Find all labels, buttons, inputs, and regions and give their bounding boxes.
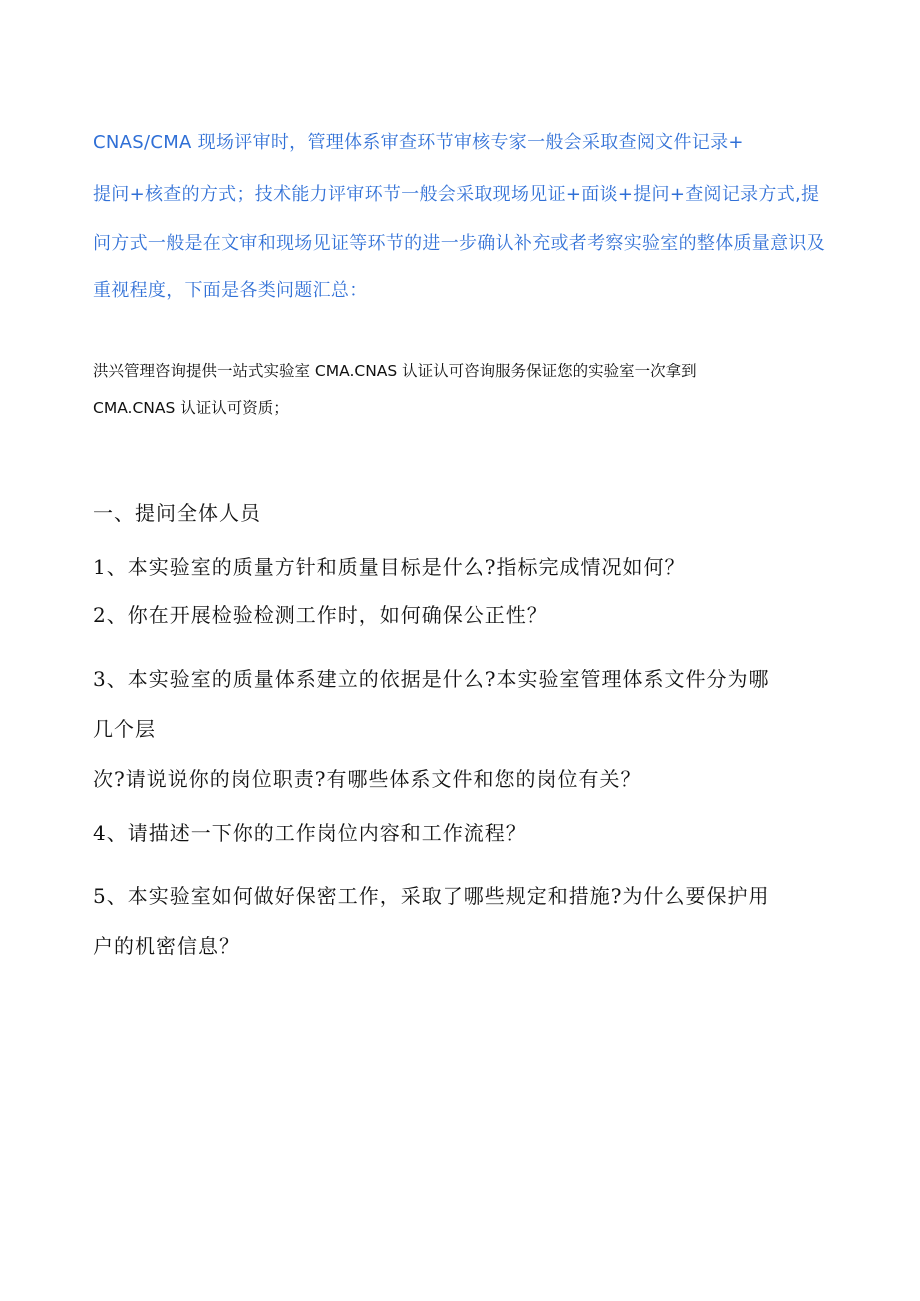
question-4: 4、请描述一下你的工作岗位内容和工作流程？ xyxy=(93,821,527,845)
question-3-line-2: 几个层 xyxy=(93,717,156,741)
service-note-line-2: CMA.CNAS 认证认可资质； xyxy=(93,399,289,417)
service-note-line-1: 洪兴管理咨询提供一站式实验室 CMA.CNAS 认证认可咨询服务保证您的实验室一次拿到 xyxy=(93,362,697,380)
intro-line-1: CNAS/CMA 现场评审时，管理体系审查环节审核专家一般会采取查阅文件记录+ xyxy=(93,132,744,153)
question-1: 1、本实验室的质量方针和质量目标是什么?指标完成情况如何？ xyxy=(93,555,686,579)
intro-line-3: 问方式一般是在文审和现场见证等环节的进一步确认补充或者考察实验室的整体质量意识及 xyxy=(93,233,825,254)
question-2: 2、你在开展检验检测工作时，如何确保公正性？ xyxy=(93,603,548,627)
intro-line-4: 重视程度，下面是各类问题汇总： xyxy=(93,280,368,301)
question-5-line-2: 户的机密信息？ xyxy=(93,934,240,958)
section-heading: 一、提问全体人员 xyxy=(93,501,261,525)
question-3-line-3: 次?请说说你的岗位职责?有哪些体系文件和您的岗位有关？ xyxy=(93,767,642,791)
question-3-line-1: 3、本实验室的质量体系建立的依据是什么?本实验室管理体系文件分为哪 xyxy=(93,667,770,691)
intro-line-2: 提问+核查的方式；技术能力评审环节一般会采取现场见证+面谈+提问+查阅记录方式,提 xyxy=(93,184,820,205)
question-5-line-1: 5、本实验室如何做好保密工作，采取了哪些规定和措施?为什么要保护用 xyxy=(93,884,770,908)
